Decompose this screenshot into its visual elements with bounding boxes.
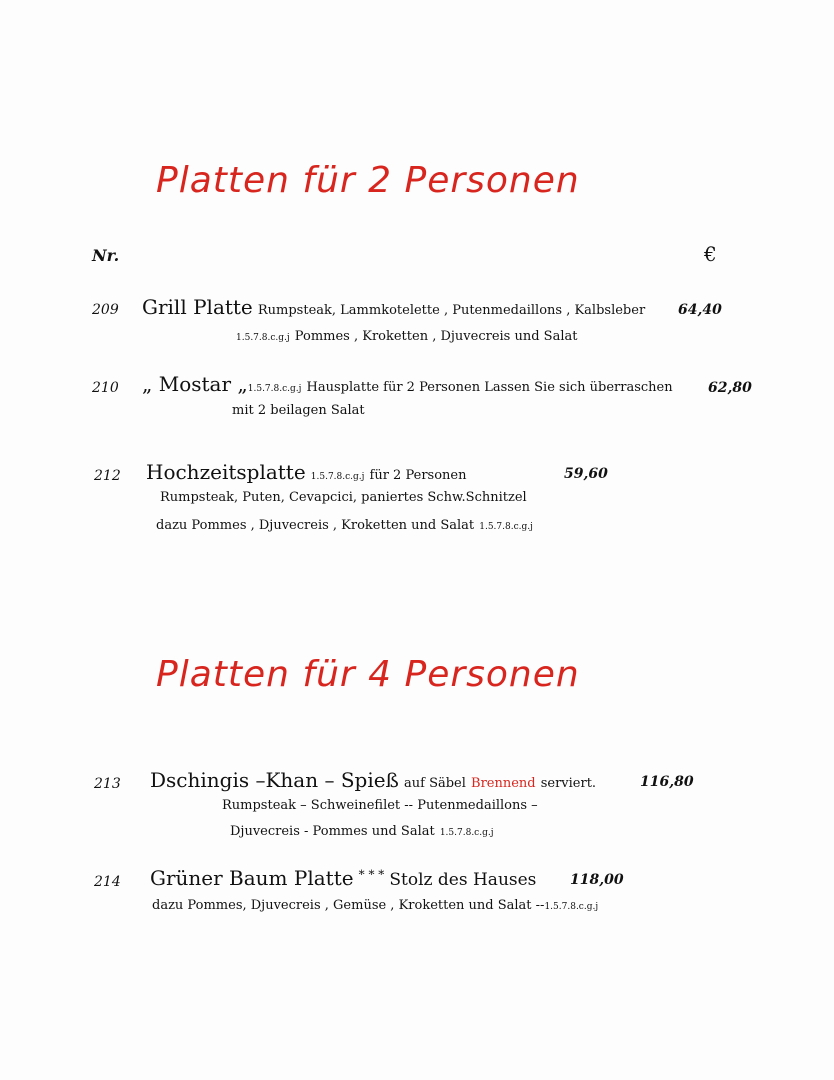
item-subtitle: Stolz des Hauses — [389, 870, 537, 890]
item-description: serviert. — [540, 776, 597, 791]
item-title: Hochzeitsplatte — [146, 460, 306, 484]
allergen-codes: 1.5.7.8.c.g.j — [544, 902, 599, 912]
column-header-euro: € — [704, 242, 717, 266]
column-header-nr: Nr. — [92, 246, 120, 265]
item-description: auf Säbel — [404, 776, 466, 791]
item-description-line-2 — [152, 894, 598, 913]
item-description: für 2 Personen — [369, 468, 467, 483]
item-number: 210 — [92, 380, 119, 396]
item-description: Rumpsteak, Lammkotelette , Putenmedaillons , Kalbsleber — [257, 303, 646, 318]
allergen-codes: 1.5.7.8.c.g.j — [236, 333, 290, 343]
item-description: Hausplatte für 2 Personen Lassen Sie sich überraschen — [306, 380, 673, 395]
item-number: 209 — [92, 302, 119, 318]
item-description-line-3 — [156, 514, 533, 533]
item-price: 64,40 — [678, 302, 722, 318]
item-price: 116,80 — [640, 774, 694, 790]
menu-item-213 — [150, 768, 596, 792]
item-title: Grill Platte — [142, 295, 253, 319]
item-number: 212 — [94, 468, 121, 484]
section-heading-4-persons: Platten für 4 Personen — [156, 654, 580, 695]
section-heading-2-persons: Platten für 2 Personen — [156, 160, 580, 201]
item-description-line-2: mit 2 beilagen Salat — [232, 403, 365, 418]
item-number: 214 — [94, 874, 121, 890]
item-description: Djuvecreis - Pommes und Salat — [230, 824, 435, 839]
item-title: „ Mostar „ — [142, 372, 248, 396]
menu-item-210 — [142, 372, 673, 396]
item-description: dazu Pommes, Djuvecreis , Gemüse , Kroketten und Salat -- — [152, 898, 545, 913]
allergen-codes: 1.5.7.8.c.g.j — [310, 472, 365, 482]
item-title: Grüner Baum Platte — [150, 866, 354, 890]
item-price: 118,00 — [570, 872, 624, 888]
item-description-line-2 — [236, 325, 577, 344]
item-description-highlight: Brennend — [471, 776, 536, 791]
item-price: 59,60 — [564, 466, 608, 482]
allergen-codes: 1.5.7.8.c.g.j — [247, 384, 302, 394]
menu-item-212 — [146, 460, 466, 484]
allergen-codes: 1.5.7.8.c.g.j — [479, 522, 533, 532]
item-description: Pommes , Kroketten , Djuvecreis und Salat — [294, 329, 578, 344]
item-description: dazu Pommes , Djuvecreis , Kroketten und Salat — [156, 518, 475, 533]
item-description-line-2: Rumpsteak – Schweinefilet -- Putenmedaillons – — [222, 798, 538, 813]
item-number: 213 — [94, 776, 121, 792]
stars-decoration: * * * — [358, 867, 385, 882]
item-description-line-3 — [230, 820, 494, 839]
item-description-line-2: Rumpsteak, Puten, Cevapcici, paniertes Schw.Schnitzel — [160, 490, 527, 505]
allergen-codes: 1.5.7.8.c.g.j — [439, 828, 494, 838]
item-title: Dschingis –Khan – Spieß — [150, 768, 399, 792]
menu-item-214 — [150, 866, 536, 890]
item-price: 62,80 — [708, 380, 752, 396]
menu-item-209 — [142, 295, 645, 319]
